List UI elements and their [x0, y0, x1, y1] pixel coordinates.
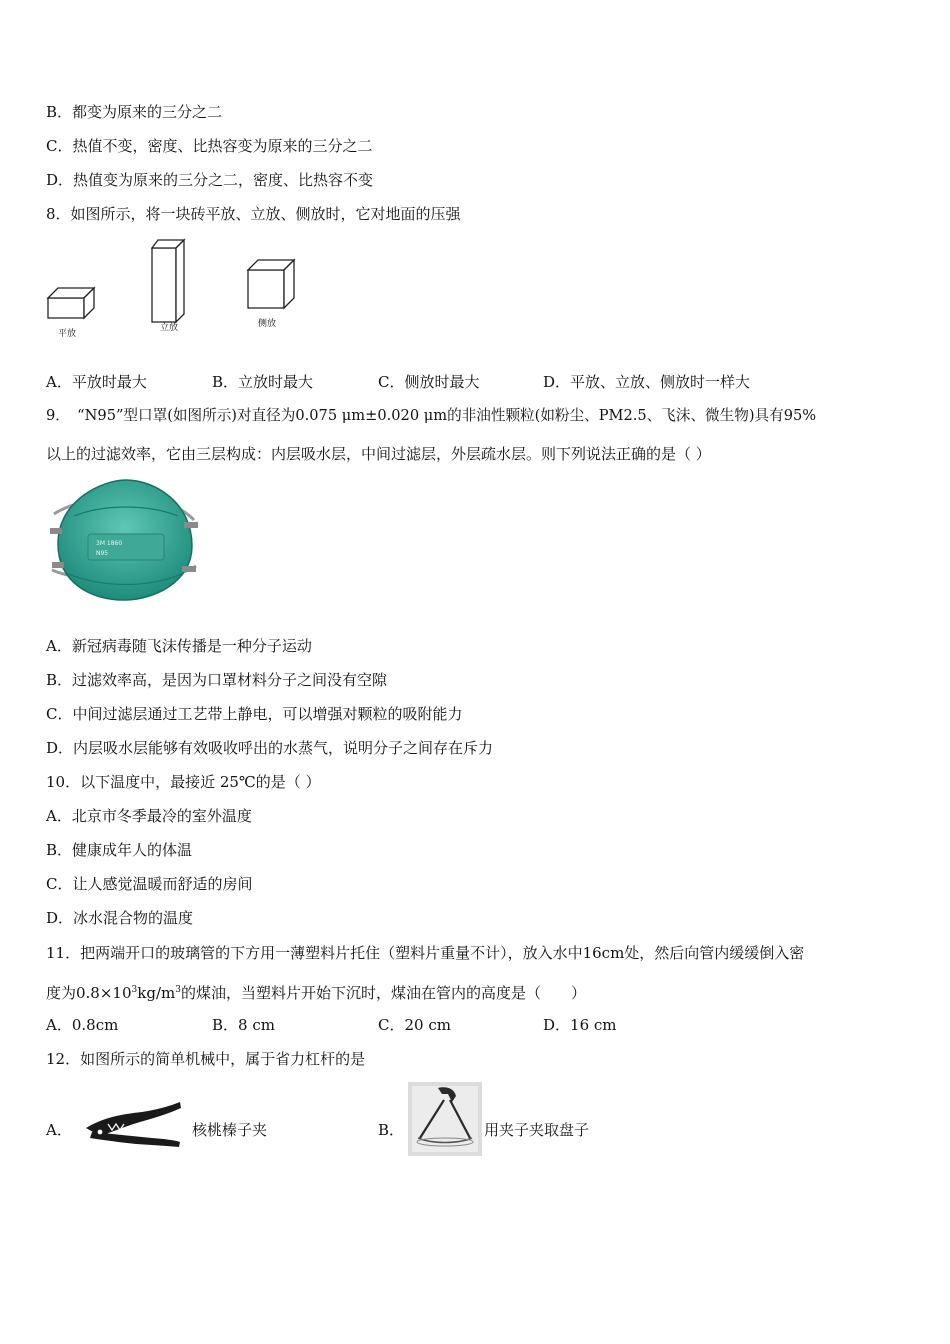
q9-option-c: C．中间过滤层通过工艺带上静电，可以增强对颗粒的吸附能力 — [46, 705, 463, 723]
caption-flat: 平放 — [58, 329, 77, 339]
n95-mask-image — [44, 474, 204, 604]
q12-stem: 12．如图所示的简单机械中，属于省力杠杆的是 — [46, 1050, 366, 1068]
q10-option-a: A．北京市冬季最冷的室外温度 — [46, 807, 252, 825]
q8-option-d: D．平放、立放、侧放时一样大 — [543, 373, 751, 391]
q9-option-b: B．过滤效率高，是因为口罩材料分子之间没有空隙 — [46, 671, 388, 689]
q12-option-a-label: A． — [46, 1121, 72, 1139]
q10-option-c: C．让人感觉温暖而舒适的房间 — [46, 875, 253, 893]
caption-side: 侧放 — [258, 319, 277, 329]
q10-stem: 10．以下温度中，最接近 25℃的是（ ） — [46, 773, 321, 791]
q12-option-b-label: B． — [378, 1121, 405, 1139]
q11-option-c: C．20 cm — [378, 1016, 451, 1034]
q11-option-d: D．16 cm — [543, 1016, 617, 1034]
q11-option-b: B．8 cm — [212, 1016, 275, 1034]
q12-option-b-text: 用夹子夹取盘子 — [484, 1121, 590, 1139]
q9-stem-line1: 9． “N95”型口罩(如图所示)对直径为0.075 μm±0.020 μm的非油性颗粒(如粉尘、PM2.5、飞沫、微生物)具有95% — [46, 407, 817, 424]
nutcracker-image — [82, 1098, 182, 1150]
q8-option-a: A．平放时最大 — [46, 373, 147, 391]
mask-rating-text: N95 — [96, 550, 109, 557]
q9-stem-line2: 以上的过滤效率，它由三层构成：内层吸水层，中间过滤层，外层疏水层。则下列说法正确的是（ ） — [46, 445, 711, 463]
q7-option-d: D．热值变为原来的三分之二，密度、比热容不变 — [46, 171, 374, 189]
q8-stem: 8．如图所示，将一块砖平放、立放、侧放时，它对地面的压强 — [46, 205, 461, 223]
brick-flat — [48, 288, 94, 318]
q9-option-a: A．新冠病毒随飞沫传播是一种分子运动 — [46, 637, 312, 655]
q10-option-b: B．健康成年人的体温 — [46, 841, 193, 859]
q7-option-c: C．热值不变，密度、比热容变为原来的三分之二 — [46, 137, 373, 155]
q11-option-a: A．0.8cm — [46, 1016, 119, 1034]
brick-standing — [152, 240, 184, 322]
q12-option-a-text: 核桃榛子夹 — [192, 1121, 268, 1139]
mask-brand-text: 3M 1860 — [96, 540, 123, 547]
q8-option-b: B．立放时最大 — [212, 373, 314, 391]
q10-option-d: D．冰水混合物的温度 — [46, 909, 194, 927]
q8-option-c: C．侧放时最大 — [378, 373, 480, 391]
brick-side — [248, 260, 294, 308]
q7-option-b: B．都变为原来的三分之二 — [46, 103, 223, 121]
plate-tongs-image — [408, 1082, 482, 1156]
caption-standing: 立放 — [160, 323, 179, 333]
q11-stem-line1: 11．把两端开口的玻璃管的下方用一薄塑料片托住（塑料片重量不计），放入水中16cm处，然后向管内缓缓倒入密 — [46, 944, 805, 962]
q9-option-d: D．内层吸水层能够有效吸收呼出的水蒸气，说明分子之间存在斥力 — [46, 739, 494, 757]
q11-stem-line2: 度为$0.8\times 10^3kg/m^3$的煤油，当塑料片开始下沉时，煤油在管内的高度是（ ） — [46, 984, 586, 1002]
